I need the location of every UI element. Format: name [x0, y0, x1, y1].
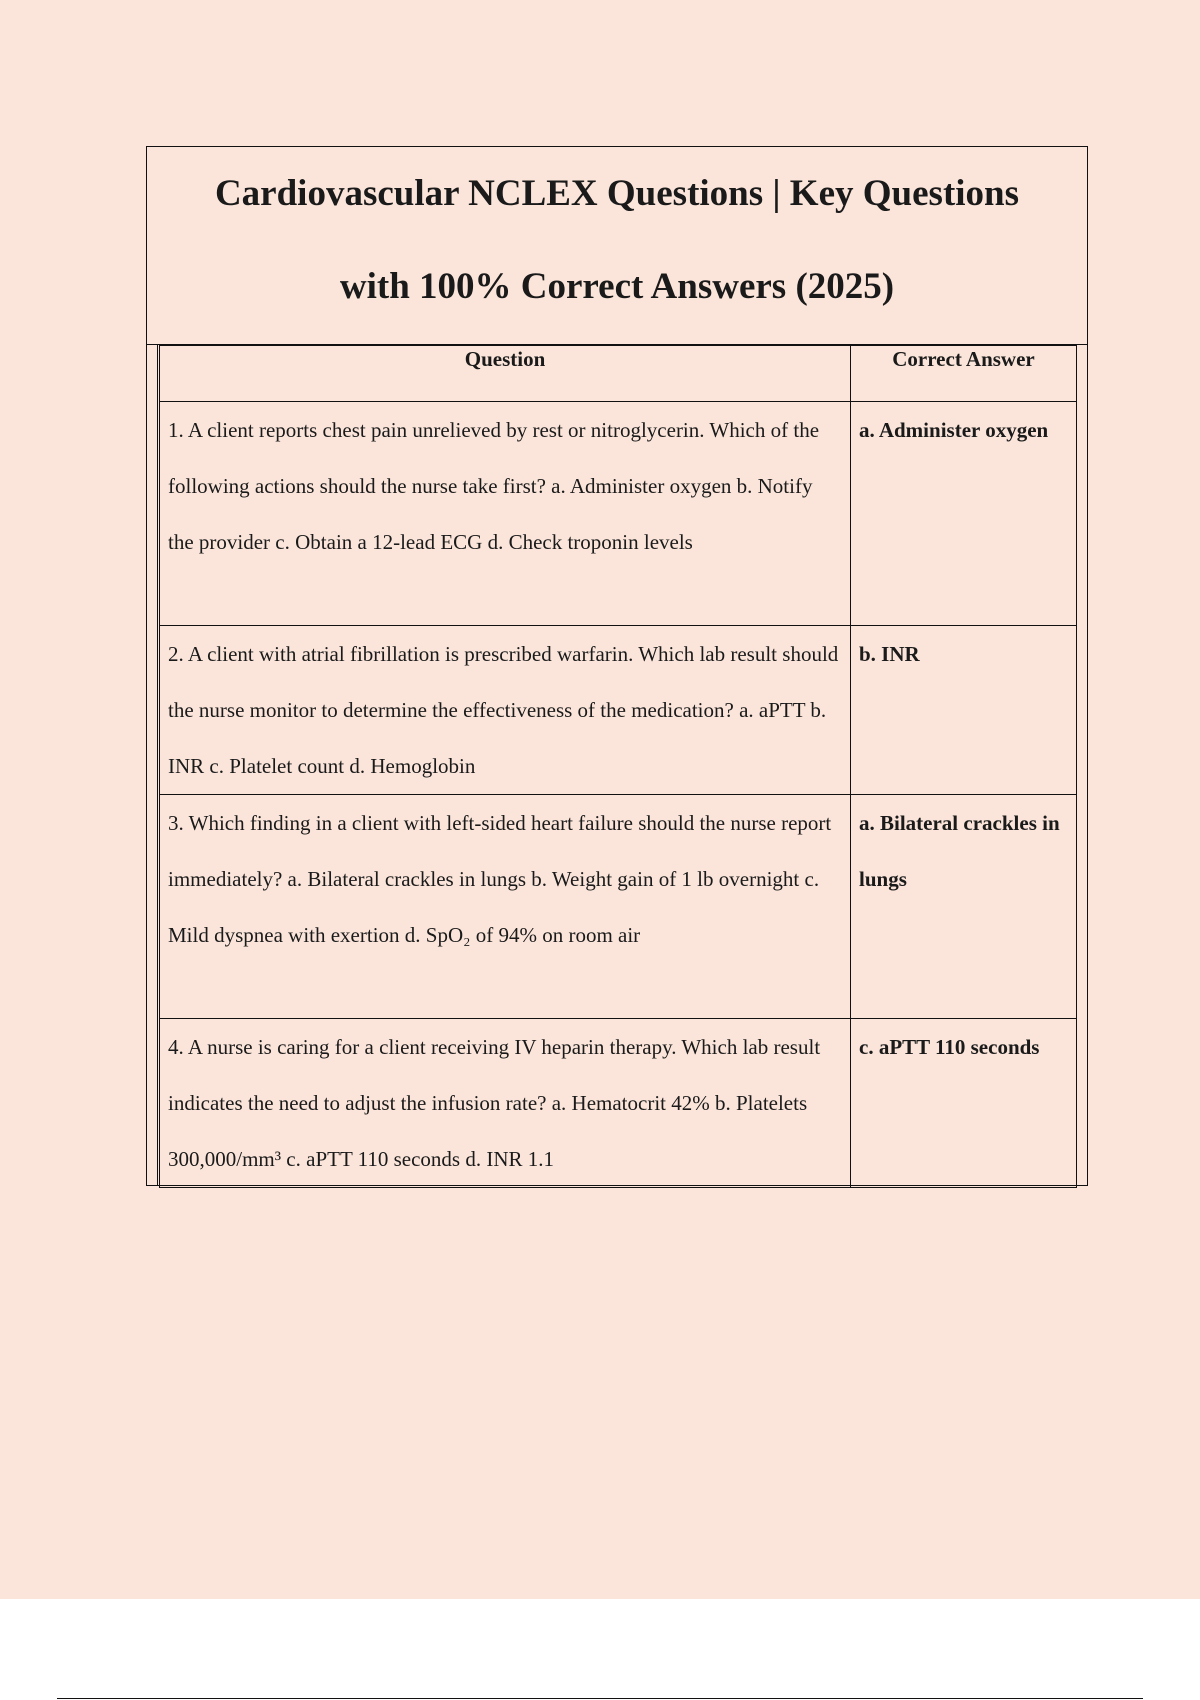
- question-cell: 4. A nurse is caring for a client receiving IV heparin therapy. Which lab result indicates the need to adjust the infusion rate? a. Hematocrit 42% b. Platelets 300,000/mm³ c. aPTT 110 seconds d. INR 1.1: [160, 1019, 851, 1188]
- document-frame: [146, 146, 1088, 1186]
- question-cell: 1. A client reports chest pain unrelieved by rest or nitroglycerin. Which of the following actions should the nurse take first? a. Administer oxygen b. Notify the provider c. Obtain a 12-lead ECG d. Check troponin levels: [160, 402, 851, 626]
- document-title: [147, 147, 1087, 345]
- table-row: [160, 795, 1077, 1019]
- answer-cell: c. aPTT 110 seconds: [851, 1019, 1077, 1188]
- question-cell: 2. A client with atrial fibrillation is prescribed warfarin. Which lab result should the nurse monitor to determine the effectiveness of the medication? a. aPTT b. INR c. Platelet count d. Hemoglobin: [160, 626, 851, 795]
- title-line-2: with 100% Correct Answers (2025): [339, 266, 895, 307]
- answer-cell: b. INR: [851, 626, 1077, 795]
- question-cell: 3. Which finding in a client with left-sided heart failure should the nurse report immediately? a. Bilateral crackles in lungs b. Weight gain of 1 lb overnight c. Mild dyspnea with exertion d. SpO₂ of 94% on room air: [160, 795, 851, 1019]
- footer-rule: [57, 1698, 1143, 1699]
- answer-cell: a. Bilateral crackles in lungs: [851, 795, 1077, 1019]
- qa-table: [159, 345, 1077, 1188]
- table-row: [160, 626, 1077, 795]
- header-answer: Correct Answer: [851, 346, 1077, 402]
- title-line-1: Cardiovascular NCLEX Questions | Key Questions: [214, 173, 1020, 214]
- table-header-row: [160, 346, 1077, 402]
- answer-cell: a. Administer oxygen: [851, 402, 1077, 626]
- header-question: Question: [160, 346, 851, 402]
- table-row: [160, 1019, 1077, 1188]
- table-row: [160, 402, 1077, 626]
